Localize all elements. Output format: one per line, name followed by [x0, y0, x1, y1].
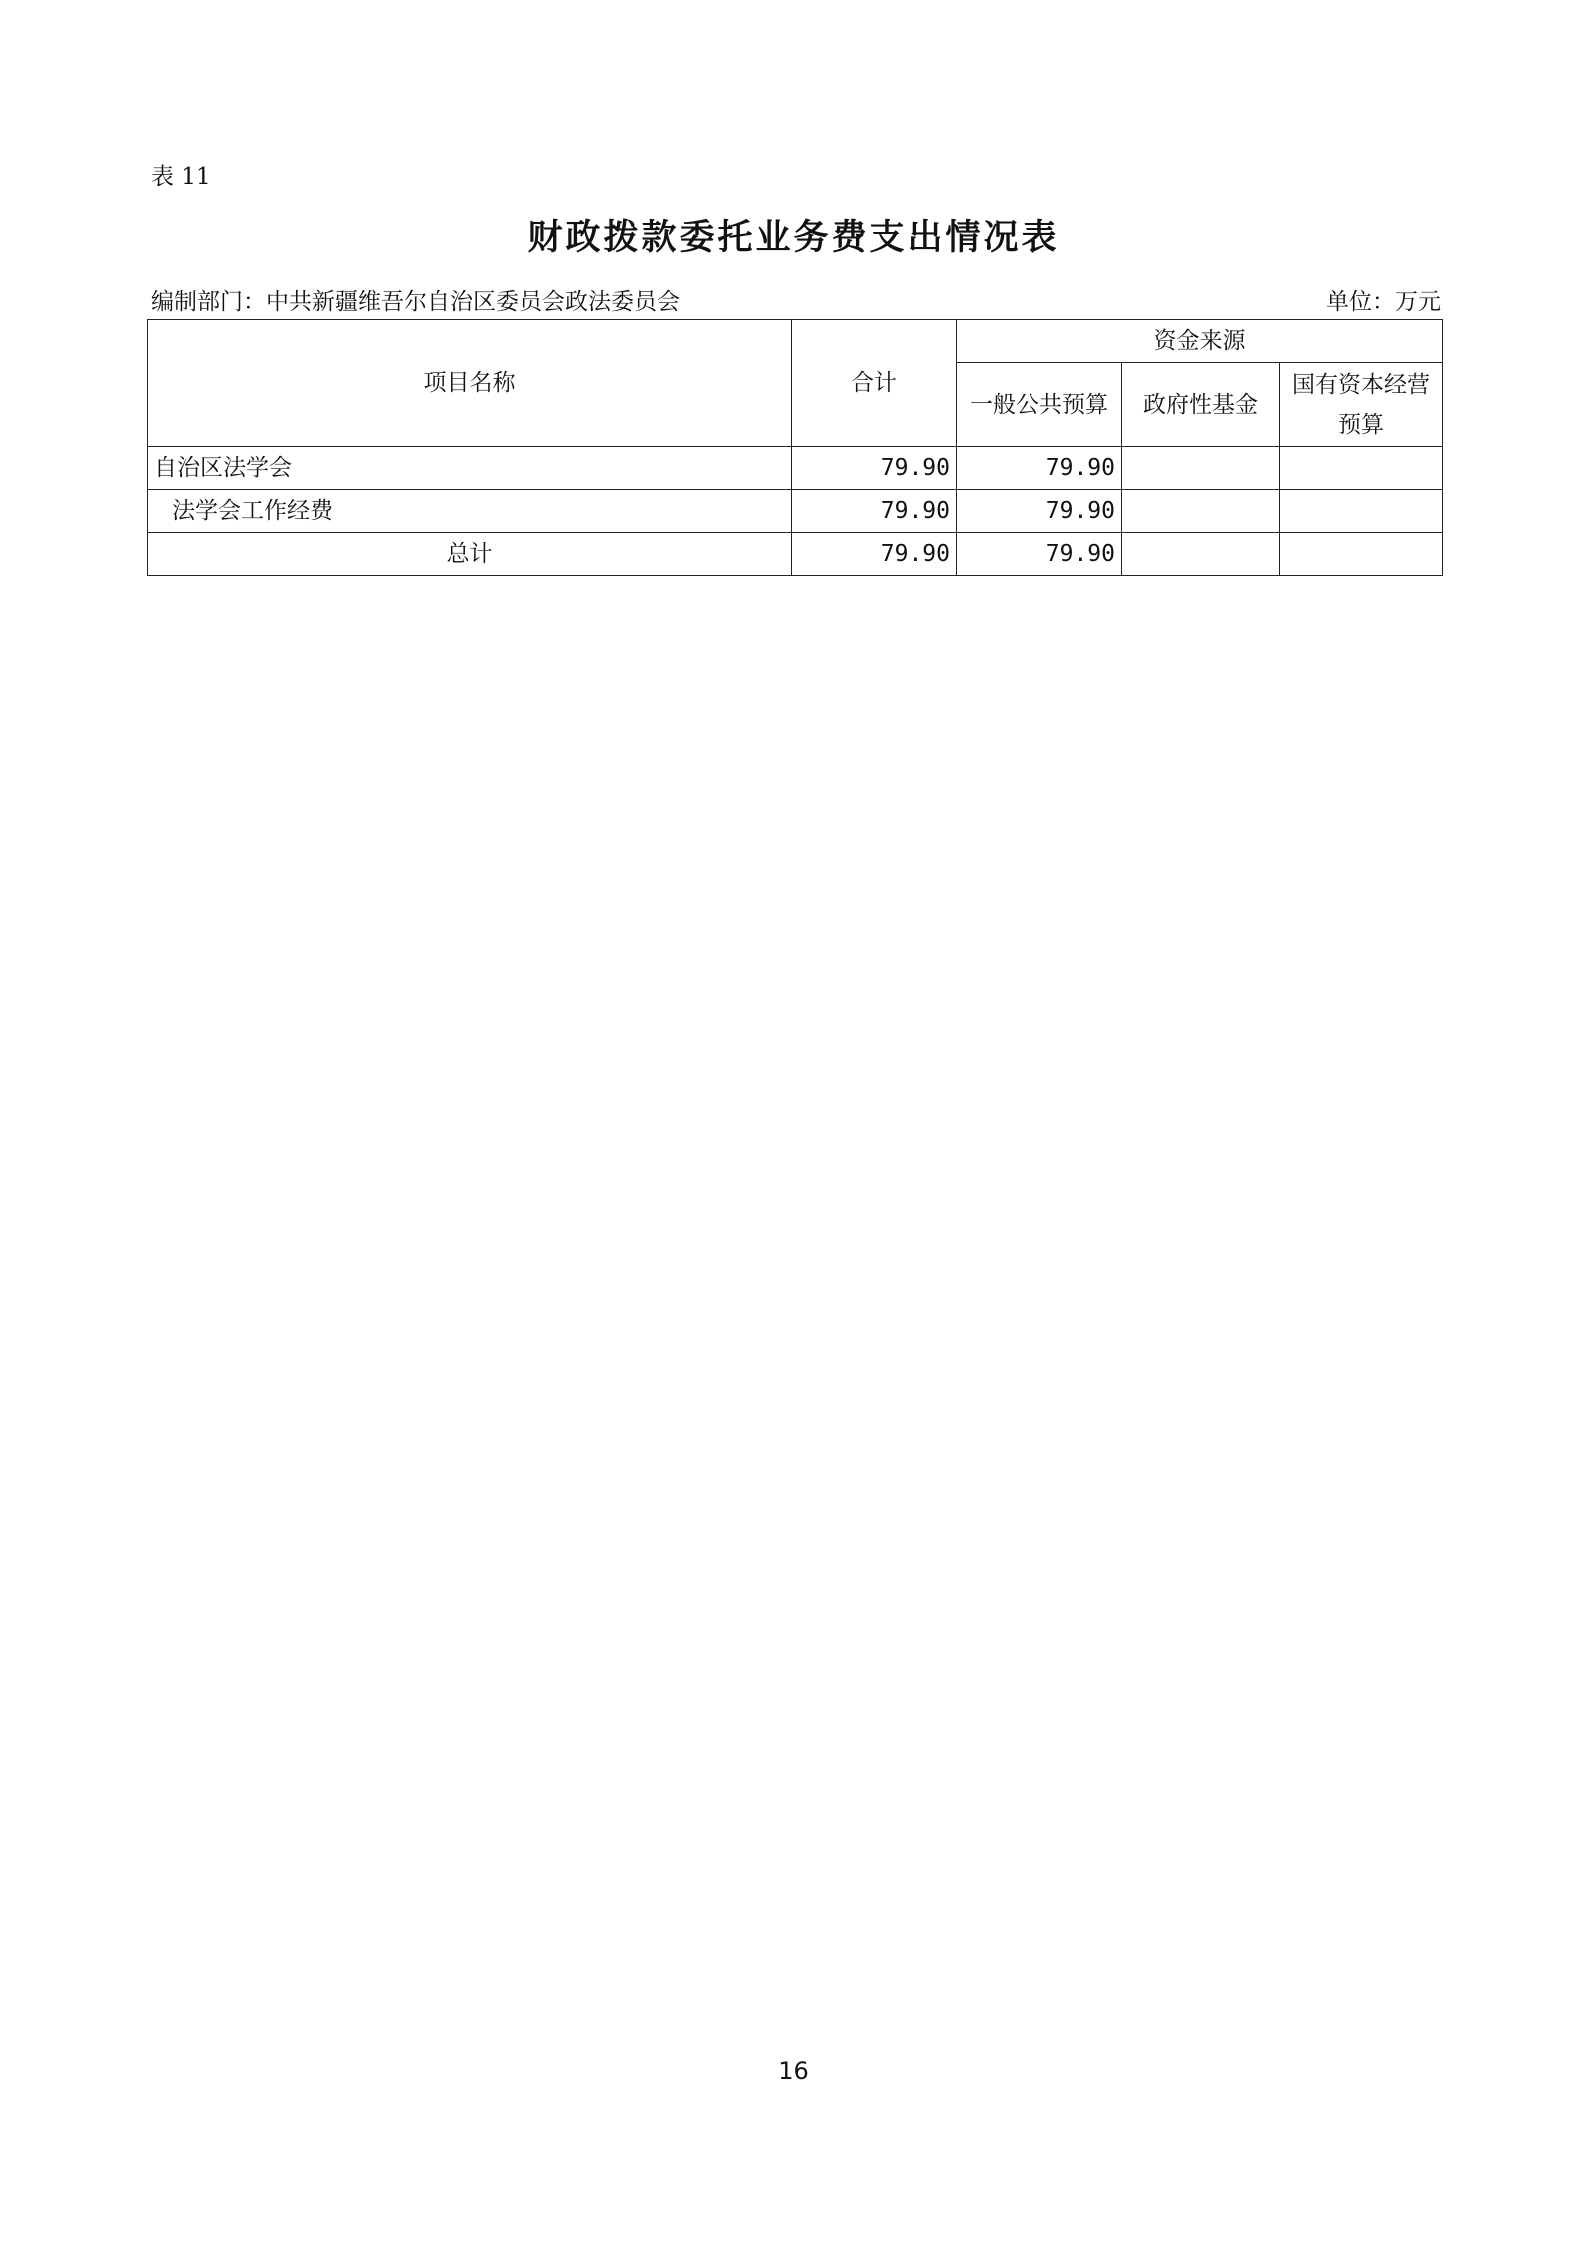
row-name: 自治区法学会	[148, 447, 792, 490]
table-row	[148, 490, 1443, 533]
header-state-capital-line2: 预算	[1338, 411, 1384, 438]
row-total: 79.90	[792, 447, 957, 490]
row-gov-fund	[1122, 533, 1280, 576]
row-state-capital	[1280, 533, 1443, 576]
row-general-budget: 79.90	[957, 490, 1122, 533]
table-row-total	[148, 533, 1443, 576]
row-name: 法学会工作经费	[148, 490, 792, 533]
header-gov-fund: 政府性基金	[1122, 363, 1280, 447]
table-number: 表 11	[151, 164, 211, 190]
compiler-label: 编制部门：中共新疆维吾尔自治区委员会政法委员会	[151, 289, 680, 315]
header-state-capital-line1: 国有资本经营	[1292, 371, 1430, 398]
header-funding-source: 资金来源	[957, 320, 1443, 363]
expenditure-table	[147, 319, 1443, 576]
header-total: 合计	[792, 320, 957, 447]
unit-label: 单位：万元	[1326, 289, 1441, 315]
header-state-capital	[1280, 363, 1443, 447]
row-general-budget: 79.90	[957, 447, 1122, 490]
row-state-capital	[1280, 490, 1443, 533]
row-gov-fund	[1122, 447, 1280, 490]
header-project-name: 项目名称	[148, 320, 792, 447]
header-general-budget: 一般公共预算	[957, 363, 1122, 447]
row-general-budget: 79.90	[957, 533, 1122, 576]
page-title: 财政拨款委托业务费支出情况表	[527, 218, 1060, 258]
row-gov-fund	[1122, 490, 1280, 533]
row-state-capital	[1280, 447, 1443, 490]
table-row	[148, 447, 1443, 490]
row-total: 79.90	[792, 490, 957, 533]
row-name: 总计	[148, 533, 792, 576]
page-number: 16	[778, 2057, 809, 2085]
row-total: 79.90	[792, 533, 957, 576]
